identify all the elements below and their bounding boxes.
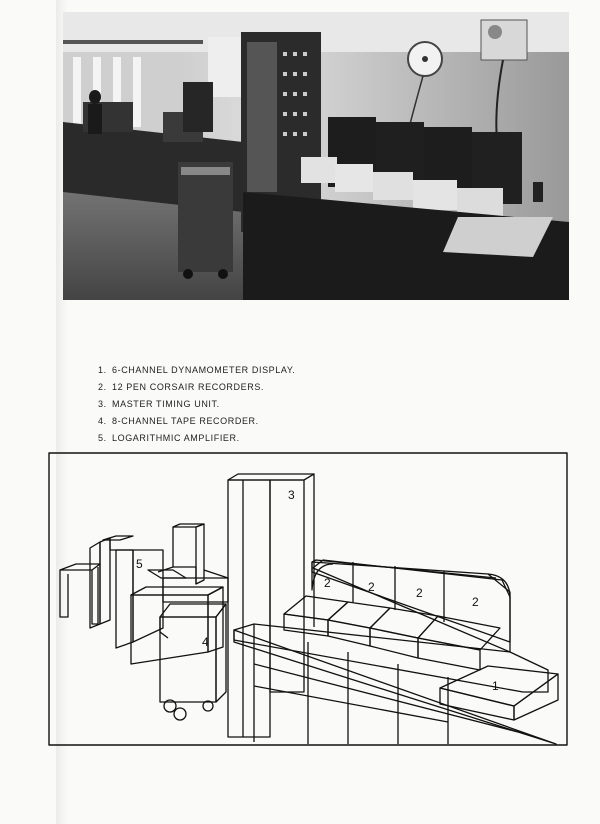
- legend-text: 6-CHANNEL DYNAMOMETER DISPLAY.: [112, 365, 296, 375]
- legend-text: 12 PEN CORSAIR RECORDERS.: [112, 382, 265, 392]
- diagram-label-2c: 2: [416, 586, 423, 600]
- diagram-label-1: 1: [492, 679, 499, 693]
- legend-text: LOGARITHMIC AMPLIFIER.: [112, 433, 240, 443]
- legend-item: [98, 379, 418, 396]
- equipment-line-drawing: [48, 452, 568, 746]
- legend-item: [98, 362, 418, 379]
- legend-number: 3.: [98, 399, 107, 409]
- diagram-label-3: 3: [288, 488, 295, 502]
- diagram-label-4: 4: [202, 635, 209, 649]
- diagram-label-2d: 2: [472, 595, 479, 609]
- legend-number: 2.: [98, 382, 107, 392]
- legend-item: [98, 430, 418, 447]
- diagram-label-2b: 2: [368, 580, 375, 594]
- legend-number: 1.: [98, 365, 107, 375]
- equipment-legend: [98, 362, 418, 447]
- legend-number: 4.: [98, 416, 107, 426]
- diagram-label-2a: 2: [324, 576, 331, 590]
- legend-text: 8-CHANNEL TAPE RECORDER.: [112, 416, 259, 426]
- legend-item: [98, 396, 418, 413]
- legend-item: [98, 413, 418, 430]
- legend-text: MASTER TIMING UNIT.: [112, 399, 220, 409]
- legend-number: 5.: [98, 433, 107, 443]
- diagram-label-5: 5: [136, 557, 143, 571]
- laboratory-photograph: [63, 12, 569, 300]
